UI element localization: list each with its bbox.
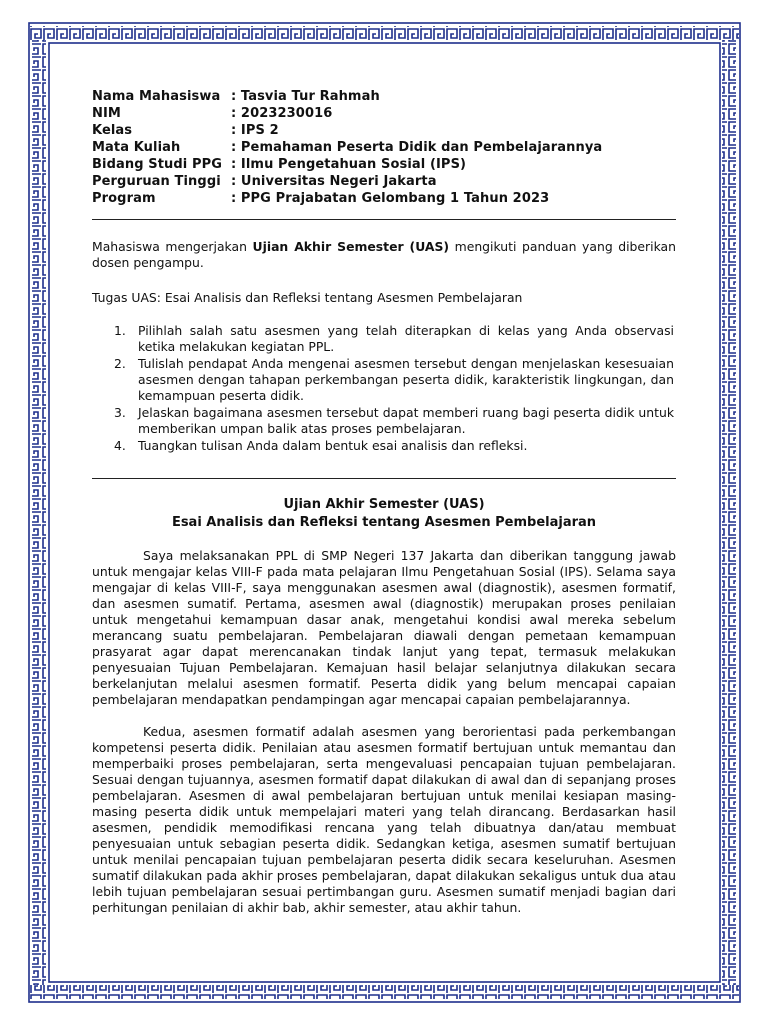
intro-text: Mahasiswa mengerjakan bbox=[92, 239, 253, 254]
info-value: : IPS 2 bbox=[231, 123, 279, 138]
task-item bbox=[92, 356, 676, 404]
info-row-nim bbox=[92, 105, 676, 122]
task-number: 2. bbox=[114, 356, 126, 371]
task-title: Tugas UAS: Esai Analisis dan Refleksi tentang Asesmen Pembelajaran bbox=[92, 290, 523, 305]
info-value: : Pemahaman Peserta Didik dan Pembelajarannya bbox=[231, 140, 603, 155]
info-value: : Tasvia Tur Rahmah bbox=[231, 89, 380, 104]
info-label: Program bbox=[92, 191, 156, 206]
essay-paragraph: Saya melaksanakan PPL di SMP Negeri 137 Jakarta dan diberikan tanggung jawab untuk mengajar kelas VIII-F pada mata pelajaran Ilmu Pengetahuan Sosial (IPS). Selama saya mengajar di kelas VIII-F, saya menggunakan asesmen awal (diagnostik), asesmen formatif, dan asesmen sumatif. Pertama, asesmen awal (diagnostik) merupakan proses penilaian untuk mengetahui kemampuan dasar anak, mengetahui kondisi awal mereka sebelum merancang suatu pembelajaran. Pembelajaran diawali dengan pemetaan kemampuan prasyarat agar dapat merencanakan tindak lanjut yang tepat, termasuk melakukan penyesuaian Tujuan Pembelajaran. Kemajuan hasil belajar selanjutnya dilakukan secara berkelanjutan melalui asesmen formatif. Peserta didik yang belum mencapai capaian pembelajaran mendapatkan pendampingan agar mencapai capaian pembelajarannya. bbox=[92, 548, 676, 707]
info-row-mata-kuliah bbox=[92, 139, 676, 156]
student-info-block bbox=[92, 88, 676, 207]
task-text: Tulislah pendapat Anda mengenai asesmen tersebut dengan menjelaskan kesesuaian asesmen dengan tahapan perkembangan peserta didik, karakteristik lingkungan, dan kemampuan peserta didik. bbox=[138, 356, 674, 403]
intro-paragraph bbox=[92, 239, 676, 271]
task-item bbox=[92, 438, 676, 454]
info-value: : Universitas Negeri Jakarta bbox=[231, 174, 437, 189]
divider bbox=[92, 219, 676, 220]
task-item bbox=[92, 323, 676, 355]
info-row-bidang-studi bbox=[92, 156, 676, 173]
essay-paragraph: Kedua, asesmen formatif adalah asesmen yang berorientasi pada perkembangan kompetensi peserta didik. Penilaian atau asesmen formatif bertujuan untuk memantau dan memperbaiki proses pembelajaran, serta mengevaluasi pencapaian tujuan pembelajaran. Sesuai dengan tujuannya, asesmen formatif dapat dilakukan di awal dan di sepanjang proses pembelajaran. Asesmen di awal pembelajaran bertujuan untuk menilai kesiapan masing-masing peserta didik untuk mempelajari materi yang telah dirancang. Berdasarkan hasil asesmen, pendidik memodifikasi rencana yang telah dibuatnya dan/atau membuat penyesuaian untuk sebagian peserta didik. Sedangkan ketiga, asesmen sumatif bertujuan untuk menilai pencapaian tujuan pembelajaran peserta didik secara keseluruhan. Asesmen sumatif dilakukan pada akhir proses pembelajaran, dapat dilakukan sekaligus untuk dua atau lebih tujuan pembelajaran sesuai pertimbangan guru. Asesmen sumatif menjadi bagian dari perhitungan penilaian di akhir bab, akhir semester, atau akhir tahun. bbox=[92, 724, 676, 915]
info-row-nama bbox=[92, 88, 676, 105]
essay-subtitle-line: Esai Analisis dan Refleksi tentang Asesmen Pembelajaran bbox=[171, 515, 597, 530]
task-item bbox=[92, 405, 676, 437]
info-label: Bidang Studi PPG bbox=[92, 157, 222, 172]
info-row-kelas bbox=[92, 122, 676, 139]
info-label: Perguruan Tinggi bbox=[92, 174, 221, 189]
info-label: Mata Kuliah bbox=[92, 140, 181, 155]
info-value: : PPG Prajabatan Gelombang 1 Tahun 2023 bbox=[231, 191, 550, 206]
info-label: NIM bbox=[92, 106, 121, 121]
info-value: : 2023230016 bbox=[231, 106, 333, 121]
info-value: : Ilmu Pengetahuan Sosial (IPS) bbox=[231, 157, 467, 172]
task-number: 4. bbox=[114, 438, 126, 453]
intro-bold-text: Ujian Akhir Semester (UAS) bbox=[252, 239, 450, 254]
essay-title bbox=[92, 496, 676, 532]
task-text: Tuangkan tulisan Anda dalam bentuk esai analisis dan refleksi. bbox=[138, 438, 528, 453]
info-label: Kelas bbox=[92, 123, 133, 138]
task-text: Jelaskan bagaimana asesmen tersebut dapat memberi ruang bagi peserta didik untuk memberikan umpan balik atas proses pembelajaran. bbox=[138, 405, 674, 436]
task-text: Pilihlah salah satu asesmen yang telah diterapkan di kelas yang Anda observasi ketika melakukan kegiatan PPL. bbox=[138, 323, 674, 354]
task-number: 1. bbox=[114, 323, 126, 338]
intro-text-end: mengikuti panduan yang diberikan dosen pengampu. bbox=[92, 239, 676, 270]
task-list bbox=[92, 323, 676, 455]
info-label: Nama Mahasiswa bbox=[92, 89, 221, 104]
essay-title-line: Ujian Akhir Semester (UAS) bbox=[283, 497, 485, 512]
info-row-perguruan-tinggi bbox=[92, 173, 676, 190]
task-number: 3. bbox=[114, 405, 126, 420]
divider bbox=[92, 478, 676, 479]
info-row-program bbox=[92, 190, 676, 207]
